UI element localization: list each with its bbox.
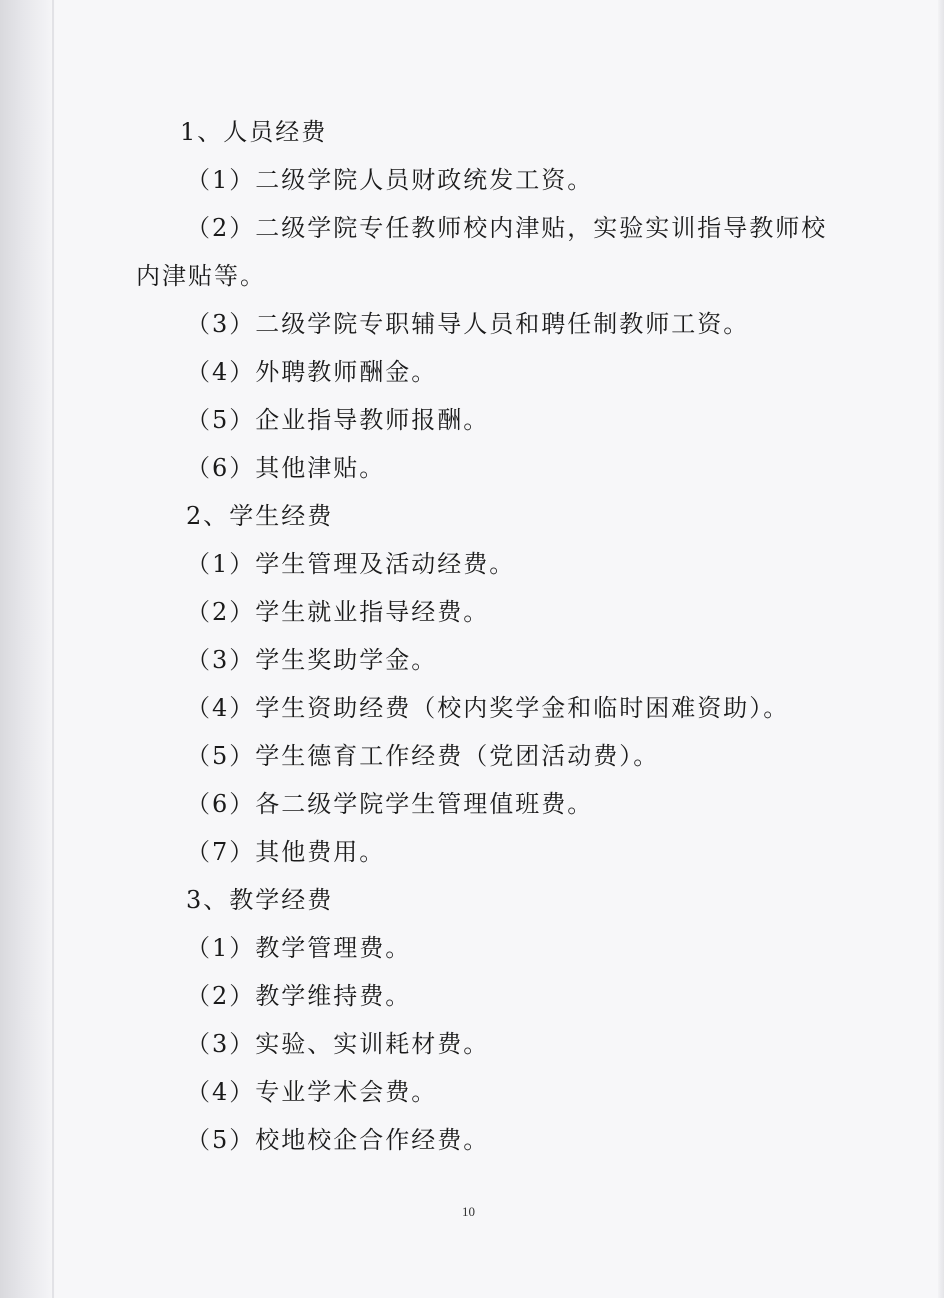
list-item: （2）二级学院专任教师校内津贴，实验实训指导教师校 (186, 214, 828, 242)
list-item: （1）学生管理及活动经费。 (186, 550, 516, 578)
list-item: （1）教学管理费。 (186, 934, 412, 962)
list-item: （6）其他津贴。 (186, 454, 386, 482)
list-item: （5）企业指导教师报酬。 (186, 406, 490, 434)
list-item: （2）学生就业指导经费。 (186, 598, 490, 626)
section-heading-student: 2、学生经费 (186, 502, 334, 530)
section-heading-teaching: 3、教学经费 (186, 886, 334, 914)
list-item: （2）教学维持费。 (186, 982, 412, 1010)
list-item: （4）外聘教师酬金。 (186, 358, 438, 386)
list-item: （3）实验、实训耗材费。 (186, 1030, 490, 1058)
list-item: （1）二级学院人员财政统发工资。 (186, 166, 594, 194)
list-item: （4）学生资助经费（校内奖学金和临时困难资助）。 (186, 694, 790, 722)
list-item: （5）校地校企合作经费。 (186, 1126, 490, 1154)
list-item-continuation: 内津贴等。 (136, 262, 266, 290)
list-item: （5）学生德育工作经费（党团活动费）。 (186, 742, 660, 770)
page-number: 10 (462, 1204, 475, 1219)
list-item: （3）学生奖助学金。 (186, 646, 438, 674)
section-heading-personnel: 1、人员经费 (180, 118, 328, 146)
list-item: （7）其他费用。 (186, 838, 386, 866)
list-item: （6）各二级学院学生管理值班费。 (186, 790, 594, 818)
list-item: （4）专业学术会费。 (186, 1078, 438, 1106)
list-item: （3）二级学院专职辅导人员和聘任制教师工资。 (186, 310, 750, 338)
